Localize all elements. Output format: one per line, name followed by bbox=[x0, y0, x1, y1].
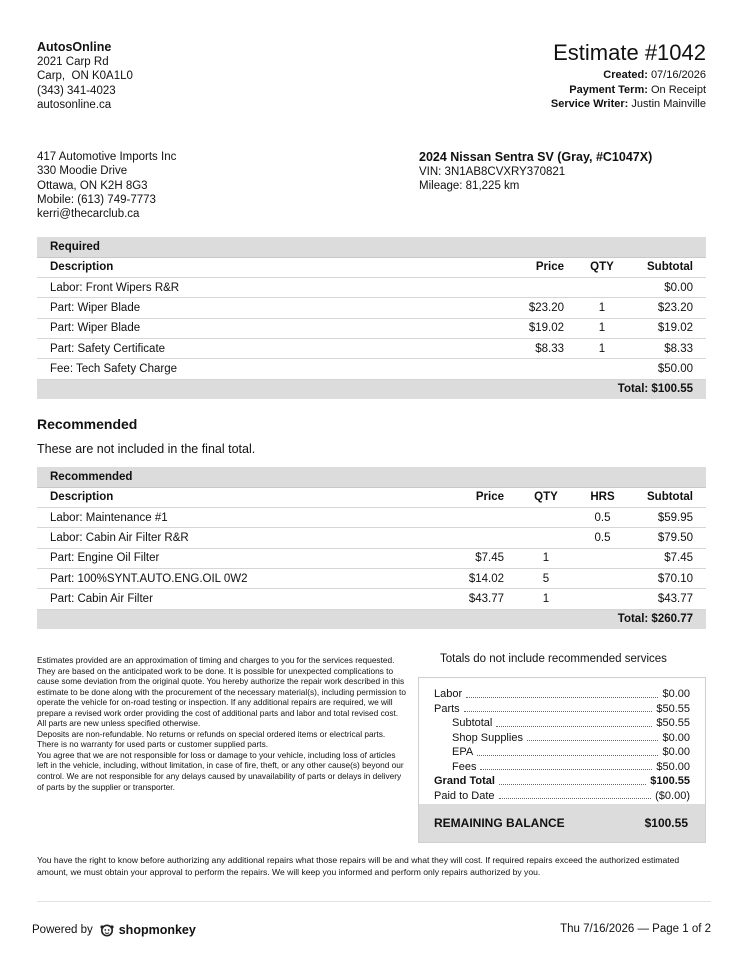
powered-by-label: Powered by bbox=[32, 924, 93, 936]
totals-line-paid-to-date: Paid to Date ($0.00) bbox=[434, 789, 690, 802]
remaining-balance-label: REMAINING BALANCE bbox=[434, 816, 565, 830]
customer-name: 417 Automotive Imports Inc bbox=[37, 151, 177, 163]
disclaimer-paragraph: Estimates provided are an approximation of timing and charges to you for the services requested. They are based on the anticipated work to be done. It is possible for unexpected complications to cause some deviation from the original quote. You hereby authorize the repair work described in this estimate to be done along with the procurement of the necessary material(s), including permission to operate the vehicle for on-road testing or inspection. If any additional repairs are required, we will prepare a revised work order providing the cost of additional parts and labor and total revised cost. All parts are new unless specified otherwise. bbox=[37, 655, 406, 729]
totals-line-labor: Labor $0.00 bbox=[434, 688, 690, 700]
table-row: Part: Safety Certificate $8.33 1 $8.33 bbox=[37, 338, 706, 358]
required-section-header: Required bbox=[37, 237, 706, 257]
customer-email: kerri@thecarclub.ca bbox=[37, 208, 140, 221]
customer-address-line2: Ottawa, ON K2H 8G3 bbox=[37, 179, 148, 192]
estimate-title: Estimate #1042 bbox=[553, 40, 706, 65]
vehicle-title: 2024 Nissan Sentra SV (Gray, #C1047X) bbox=[419, 150, 653, 164]
totals-line-shop-supplies: Shop Supplies $0.00 bbox=[452, 731, 690, 744]
table-row: Part: 100%SYNT.AUTO.ENG.OIL 0W2 $14.02 5 $70.10 bbox=[37, 568, 706, 588]
customer-info bbox=[37, 150, 176, 221]
disclaimer-text bbox=[37, 655, 407, 792]
table-row: Part: Engine Oil Filter $7.45 1 $7.45 bbox=[37, 548, 706, 568]
totals-line-grand-total: Grand Total $100.55 bbox=[434, 775, 690, 787]
totals-line-fees: Fees $50.00 bbox=[452, 760, 690, 773]
vehicle-info bbox=[419, 150, 652, 194]
totals-note: Totals do not include recommended services bbox=[440, 653, 667, 665]
totals-line-subtotal: Subtotal $50.55 bbox=[452, 717, 690, 729]
totals-line-parts: Parts $50.55 bbox=[434, 702, 690, 715]
rights-notice: You have the right to know before authorizing any additional repairs what those repairs will be and what they will cost. If required repairs exceed the authorized estimated amount, we must obtain your approval to perform the repairs. We will keep you informed and perform only repairs authorized by you. bbox=[37, 855, 680, 877]
service-writer: Service Writer: Justin Mainville bbox=[550, 98, 706, 110]
recommended-note: These are not included in the final total. bbox=[37, 442, 256, 456]
totals-box bbox=[418, 677, 706, 843]
disclaimer-paragraph: Deposits are non-refundable. No returns or refunds on special ordered items or electrical parts. There is no warranty for used parts or customer supplied parts. bbox=[37, 728, 386, 750]
shop-website: autosonline.ca bbox=[37, 99, 112, 111]
required-table bbox=[37, 237, 706, 399]
table-row: Part: Cabin Air Filter $43.77 1 $43.77 bbox=[37, 589, 706, 609]
created-date: Created: 07/16/2026 bbox=[603, 69, 706, 81]
recommended-total-row bbox=[37, 609, 706, 629]
vehicle-vin: VIN: 3N1AB8CVXRY370821 bbox=[419, 165, 566, 178]
shopmonkey-brand: shopmonkey bbox=[118, 923, 196, 937]
footer-divider bbox=[37, 901, 711, 902]
shop-address-line1: 2021 Carp Rd bbox=[37, 55, 109, 68]
table-row: Labor: Front Wipers R&R $0.00 bbox=[37, 278, 706, 298]
shop-address-line2: Carp, ON K0A1L0 bbox=[37, 70, 133, 82]
shop-name: AutosOnline bbox=[37, 40, 112, 54]
required-total-row bbox=[37, 379, 706, 399]
totals-line-epa: EPA $0.00 bbox=[452, 746, 690, 758]
recommended-section-header: Recommended bbox=[37, 467, 706, 487]
page-info: Thu 7/16/2026 — Page 1 of 2 bbox=[560, 923, 711, 935]
recommended-table bbox=[37, 467, 706, 629]
table-row: Labor: Maintenance #1 0.5 $59.95 bbox=[37, 508, 706, 528]
table-row: Part: Wiper Blade $19.02 1 $19.02 bbox=[37, 318, 706, 338]
vehicle-mileage: Mileage: 81,225 km bbox=[419, 180, 520, 192]
table-row: Fee: Tech Safety Charge $50.00 bbox=[37, 359, 706, 379]
remaining-balance-value: $100.55 bbox=[644, 816, 688, 830]
totals-lines bbox=[434, 687, 690, 803]
disclaimer-paragraph: You agree that we are not responsible for loss or damage to your vehicle, including loss of articles left in the vehicle, including, without limitation, in case of fire, theft, or any other cause(s) beyond our control. We are not responsible for any delays caused by unavailability of parts or delays in delivery of parts by the supplier or transporter. bbox=[37, 749, 404, 792]
required-total: Total: $100.55 bbox=[37, 379, 706, 399]
customer-address-line1: 330 Moodie Drive bbox=[37, 165, 128, 178]
table-row: Labor: Cabin Air Filter R&R 0.5 $79.50 bbox=[37, 528, 706, 548]
recommended-heading: Recommended bbox=[37, 416, 138, 432]
customer-mobile: Mobile: (613) 749-7773 bbox=[37, 193, 156, 206]
shopmonkey-logo-icon bbox=[100, 923, 114, 937]
recommended-total: Total: $260.77 bbox=[37, 609, 706, 629]
shop-info bbox=[37, 40, 133, 113]
shop-phone: (343) 341-4023 bbox=[37, 84, 116, 97]
powered-by bbox=[32, 923, 196, 937]
remaining-balance bbox=[419, 804, 705, 842]
recommended-column-headers: Description Price QTY HRS Subtotal bbox=[37, 487, 706, 507]
required-column-headers: Description Price QTY Subtotal bbox=[37, 257, 706, 277]
payment-term: Payment Term: On Receipt bbox=[569, 83, 706, 96]
table-row: Part: Wiper Blade $23.20 1 $23.20 bbox=[37, 298, 706, 318]
estimate-header bbox=[551, 40, 706, 112]
